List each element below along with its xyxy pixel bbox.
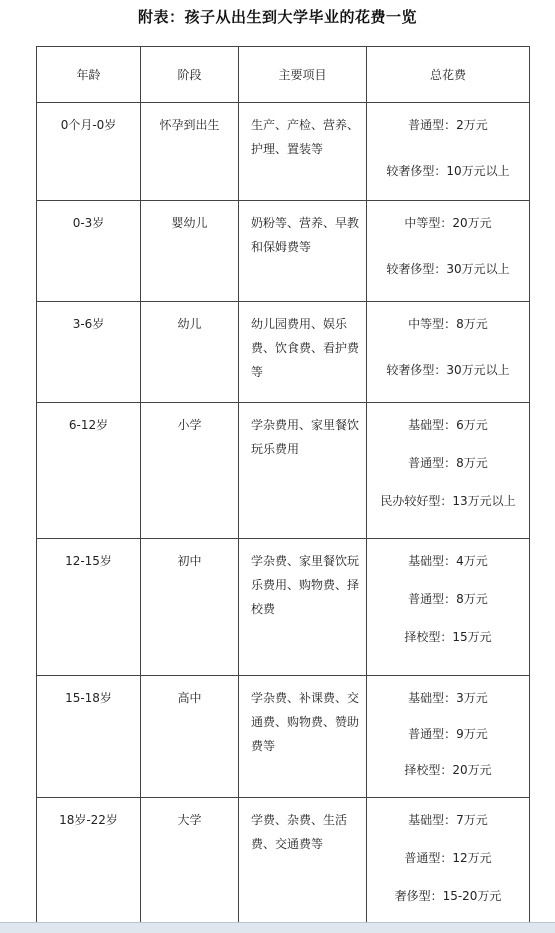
bottom-strip xyxy=(0,922,555,933)
age-cell: 18岁-22岁 xyxy=(37,798,141,928)
total-line: 择校型：15万元 xyxy=(404,630,492,644)
total-line: 基础型：3万元 xyxy=(408,691,488,705)
total-cell xyxy=(367,103,530,201)
stage-cell: 怀孕到出生 xyxy=(141,103,239,201)
total-line: 普通型：8万元 xyxy=(408,592,488,606)
total-line: 普通型：2万元 xyxy=(408,118,488,132)
table-row xyxy=(37,539,530,676)
total-cell xyxy=(367,403,530,539)
table-row xyxy=(37,798,530,928)
total-line: 较奢侈型：10万元以上 xyxy=(386,164,510,178)
header-age: 年龄 xyxy=(37,47,141,103)
total-cell xyxy=(367,798,530,928)
stage-cell: 高中 xyxy=(141,676,239,798)
total-line: 民办较好型：13万元以上 xyxy=(380,494,516,508)
stage-cell: 幼儿 xyxy=(141,302,239,403)
table-row xyxy=(37,676,530,798)
total-line: 择校型：20万元 xyxy=(404,763,492,777)
table-row xyxy=(37,201,530,302)
total-cell xyxy=(367,201,530,302)
header-items: 主要项目 xyxy=(239,47,367,103)
total-line: 中等型：20万元 xyxy=(404,216,492,230)
page-title: 附表：孩子从出生到大学毕业的花费一览 xyxy=(137,8,417,26)
total-cell xyxy=(367,539,530,676)
total-line: 基础型：6万元 xyxy=(408,418,488,432)
header-stage: 阶段 xyxy=(141,47,239,103)
total-line: 较奢侈型：30万元以上 xyxy=(386,262,510,276)
total-line: 普通型：9万元 xyxy=(408,727,488,741)
age-cell: 12-15岁 xyxy=(37,539,141,676)
total-line: 基础型：4万元 xyxy=(408,554,488,568)
stage-cell: 婴幼儿 xyxy=(141,201,239,302)
total-cell xyxy=(367,676,530,798)
items-cell: 学杂费用、家里餐饮玩乐费用 xyxy=(239,403,367,539)
items-cell: 奶粉等、营养、早教和保姆费等 xyxy=(239,201,367,302)
age-cell: 0个月-0岁 xyxy=(37,103,141,201)
stage-cell: 大学 xyxy=(141,798,239,928)
age-cell: 6-12岁 xyxy=(37,403,141,539)
total-line: 普通型：12万元 xyxy=(404,851,492,865)
table-header-row xyxy=(37,47,530,103)
total-line: 中等型：8万元 xyxy=(408,317,488,331)
items-cell: 幼儿园费用、娱乐费、饮食费、看护费等 xyxy=(239,302,367,403)
header-total: 总花费 xyxy=(367,47,530,103)
cost-table xyxy=(36,46,530,928)
total-line: 基础型：7万元 xyxy=(408,813,488,827)
table-row xyxy=(37,302,530,403)
table-row xyxy=(37,403,530,539)
items-cell: 学杂费、家里餐饮玩乐费用、购物费、择校费 xyxy=(239,539,367,676)
items-cell: 学杂费、补课费、交通费、购物费、赞助费等 xyxy=(239,676,367,798)
total-cell xyxy=(367,302,530,403)
stage-cell: 小学 xyxy=(141,403,239,539)
age-cell: 0-3岁 xyxy=(37,201,141,302)
total-line: 普通型：8万元 xyxy=(408,456,488,470)
total-line: 较奢侈型：30万元以上 xyxy=(386,363,510,377)
stage-cell: 初中 xyxy=(141,539,239,676)
items-cell: 生产、产检、营养、护理、置装等 xyxy=(239,103,367,201)
age-cell: 15-18岁 xyxy=(37,676,141,798)
age-cell: 3-6岁 xyxy=(37,302,141,403)
items-cell: 学费、杂费、生活费、交通费等 xyxy=(239,798,367,928)
table-row xyxy=(37,103,530,201)
total-line: 奢侈型：15-20万元 xyxy=(394,889,502,903)
